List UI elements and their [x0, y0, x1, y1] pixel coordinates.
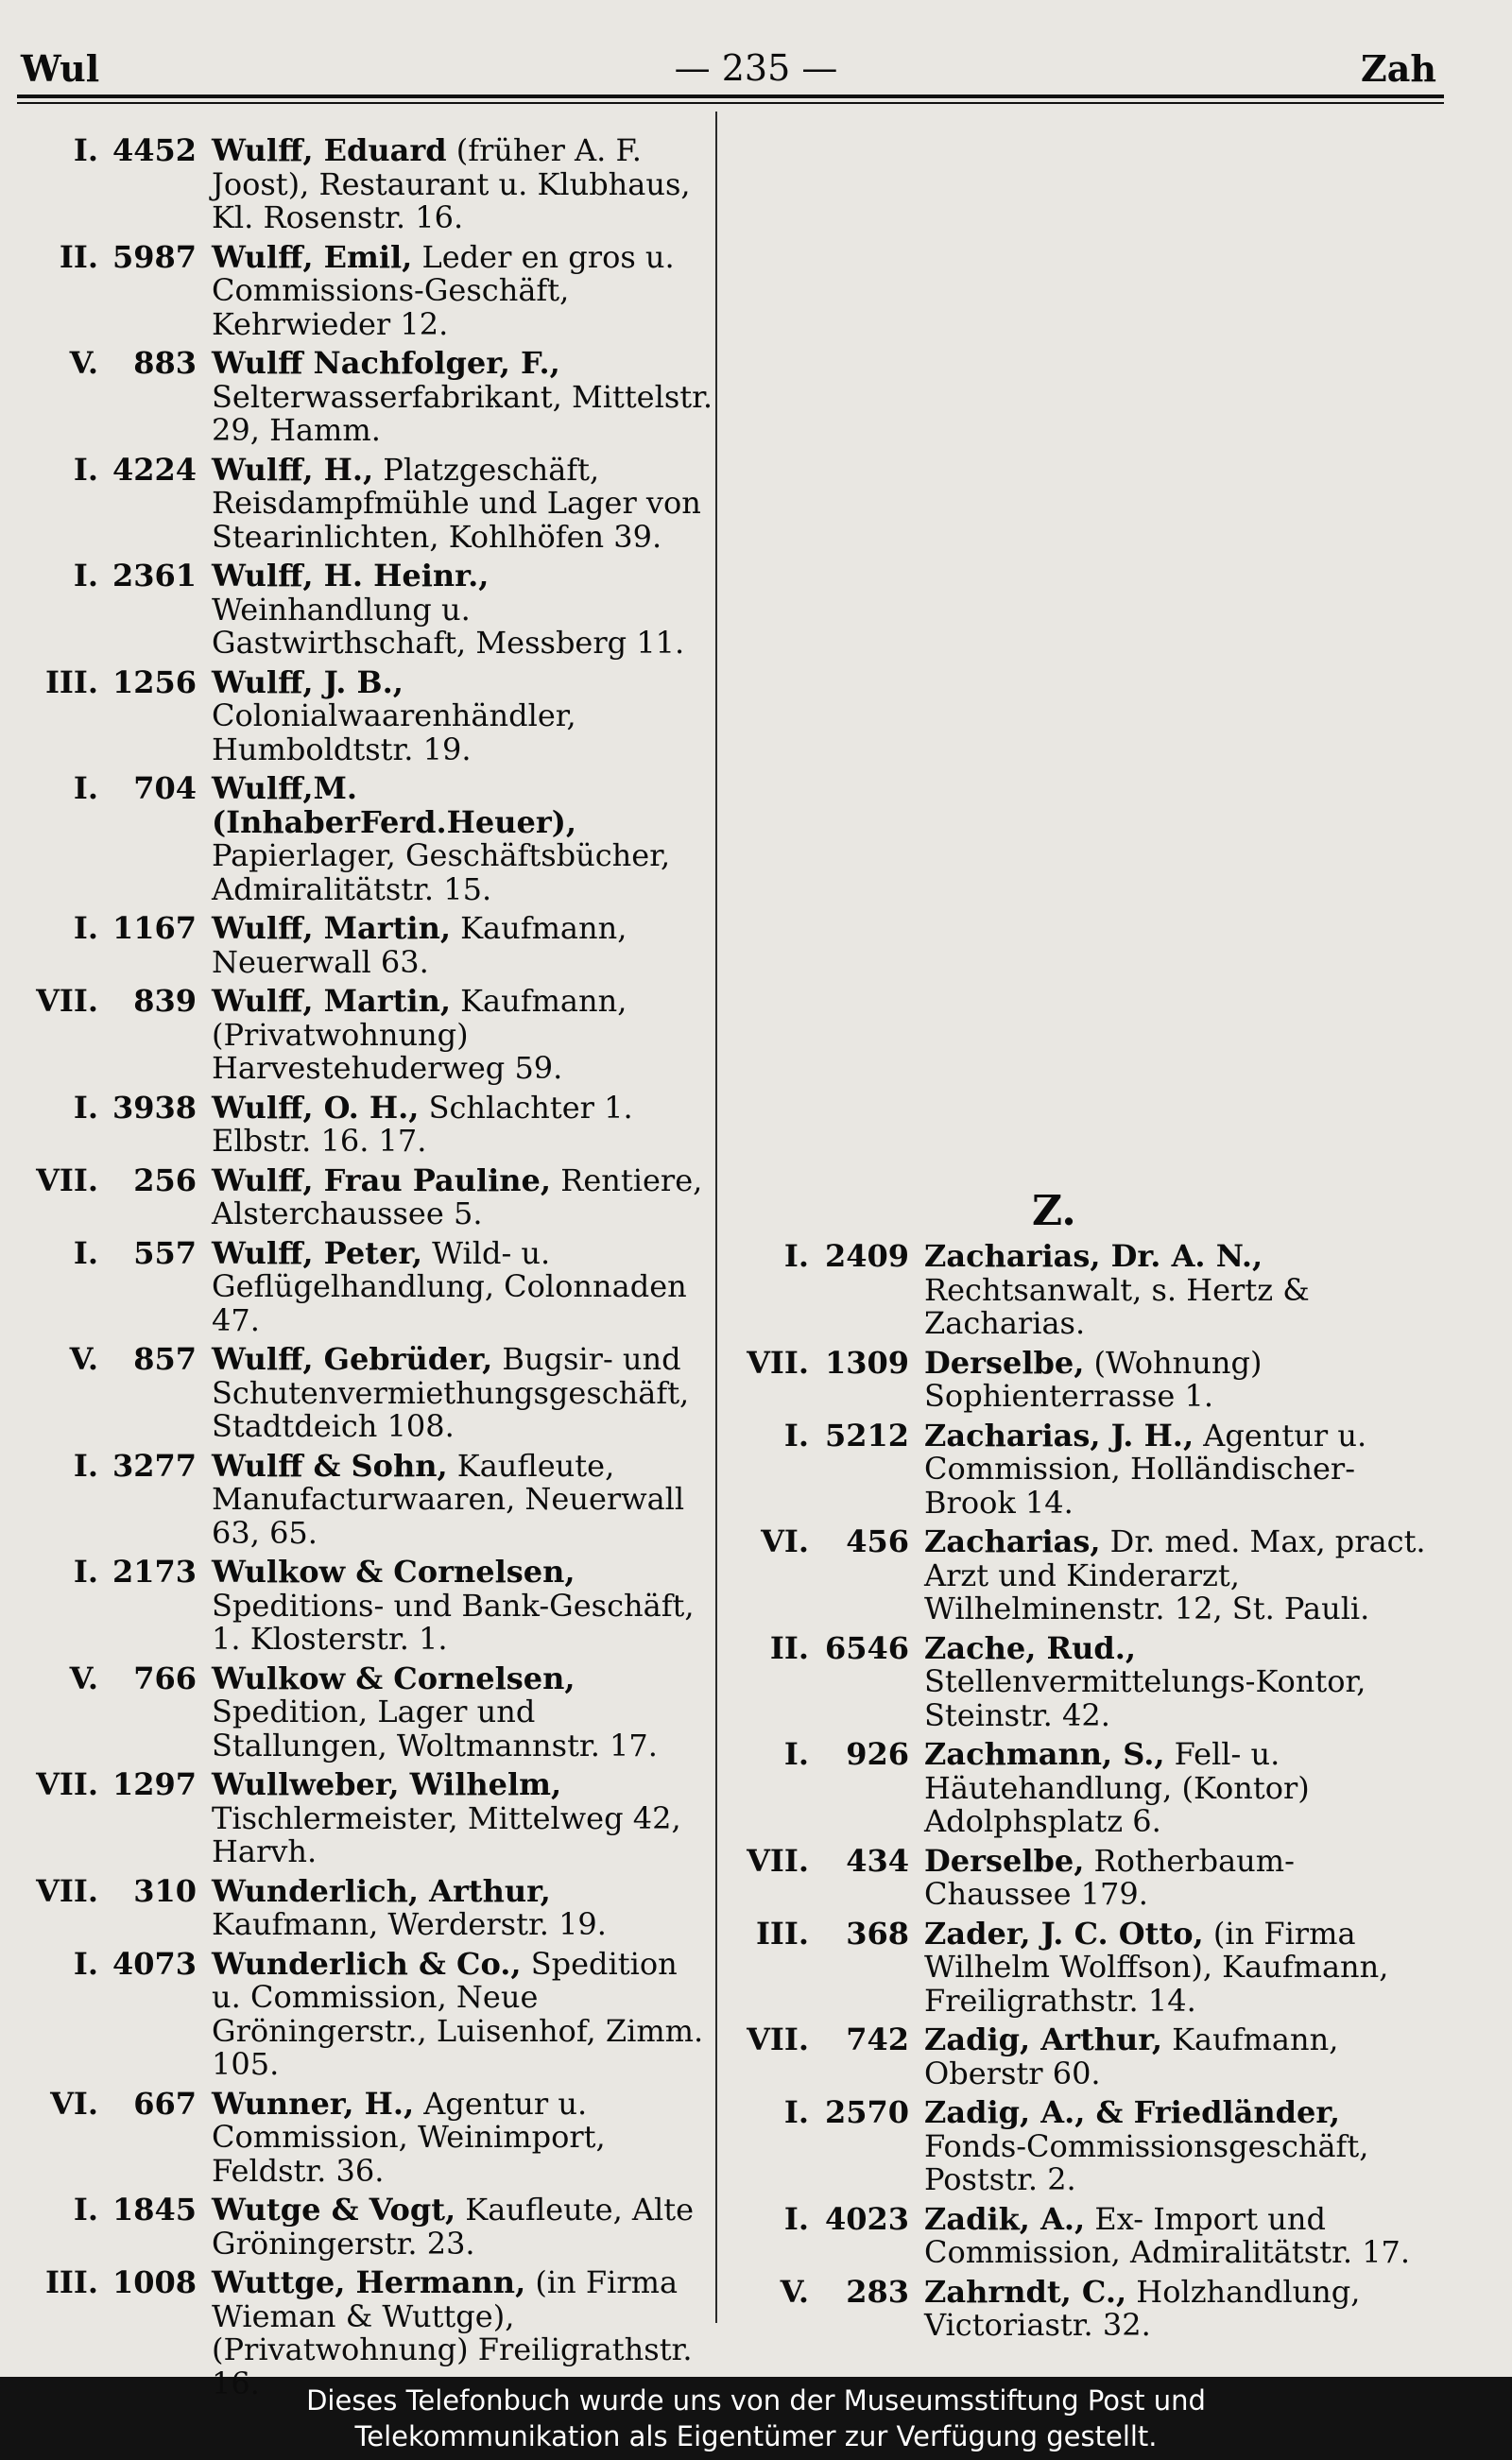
subscriber-details: Rentiere, Alsterchaussee 5.	[212, 1161, 703, 1231]
subscriber-details: Platzgeschäft, Reisdampfmühle und Lager von Stearinlichten, Kohlhöfen 39.	[212, 451, 701, 555]
subscriber-name: Wulkow & Cornelsen,	[212, 1660, 576, 1696]
directory-entry	[722, 1419, 1429, 1521]
subscriber-details: Spedition, Lager und Stallungen, Woltmannstr. 17.	[212, 1694, 658, 1763]
subscriber-name: Wulff, J. B.,	[212, 663, 404, 700]
exchange-volume: I.	[783, 1417, 809, 1454]
line-number: 1845	[112, 2192, 197, 2228]
phone-number	[13, 1447, 202, 1484]
phone-number	[722, 1629, 915, 1666]
directory-entry	[722, 2200, 1429, 2270]
line-number: 310	[133, 1872, 197, 1909]
phone-number	[722, 1419, 915, 1454]
phone-number	[13, 1234, 202, 1271]
subscriber-details: Schlachter 1. Elbstr. 16. 17.	[212, 1089, 633, 1159]
line-number: 2361	[112, 558, 197, 593]
exchange-volume: I.	[73, 1234, 98, 1271]
phone-number	[722, 1525, 915, 1559]
line-number: 883	[133, 345, 197, 381]
phone-number	[13, 2193, 202, 2228]
subscriber-details: Kaufmann, Neuerwall 63.	[212, 910, 627, 980]
exchange-volume: V.	[69, 1660, 98, 1696]
line-number: 5987	[112, 238, 197, 275]
directory-entry	[722, 2273, 1429, 2343]
subscriber-name: Zadig, A., & Friedländer,	[924, 2094, 1341, 2130]
subscriber-details: Kaufmann, Werderstr. 19.	[212, 1906, 607, 1942]
line-number: 4224	[112, 451, 197, 488]
line-number: 4023	[824, 2200, 909, 2237]
exchange-volume: I.	[73, 558, 98, 593]
exchange-volume: I.	[73, 1447, 98, 1484]
exchange-volume: I.	[73, 132, 98, 168]
subscriber-name: Wunderlich & Co.,	[212, 1945, 522, 1982]
exchange-volume: I.	[783, 2094, 809, 2130]
subscriber-name: Zacharias, Dr. A. N.,	[924, 1238, 1263, 1274]
subscriber-name: Wutge & Vogt,	[212, 2192, 456, 2228]
directory-entry	[13, 559, 714, 661]
phone-number	[722, 1842, 915, 1879]
directory-entry	[13, 912, 714, 979]
subscriber-details: Colonialwaarenhändler, Humboldtstr. 19.	[212, 697, 576, 767]
phone-number	[722, 2096, 915, 2130]
exchange-volume: I.	[783, 2200, 809, 2237]
subscriber-details: (Wohnung) Sophienterrasse 1.	[924, 1344, 1263, 1414]
phone-number	[13, 1768, 202, 1802]
line-number: 6546	[824, 1629, 909, 1666]
subscriber-name: Wulff, Emil,	[212, 238, 413, 275]
line-number: 256	[133, 1161, 197, 1198]
line-number: 2409	[824, 1238, 909, 1274]
directory-entry	[13, 985, 714, 1086]
directory-entry	[722, 1525, 1429, 1626]
phone-number	[13, 2085, 202, 2122]
subscriber-details: Fonds-Commissionsgeschäft, Poststr. 2.	[924, 2127, 1369, 2197]
phone-number	[722, 2023, 915, 2057]
phone-number	[13, 663, 202, 700]
subscriber-name: Zadik, A.,	[924, 2200, 1086, 2237]
directory-entry	[722, 1738, 1429, 1839]
subscriber-name: Zahrndt, C.,	[924, 2273, 1127, 2310]
line-number: 3277	[112, 1447, 197, 1484]
exchange-volume: I.	[73, 1554, 98, 1590]
line-number: 2570	[824, 2094, 909, 2130]
subscriber-name: Zacharias, J. H.,	[924, 1417, 1194, 1454]
subscriber-name: Wullweber, Wilhelm,	[212, 1766, 562, 1802]
subscriber-name: Zachmann, S.,	[924, 1736, 1165, 1772]
subscriber-details: Spedition u. Commission, Neue Gröningerstr., Luisenhof, Zimm. 105.	[212, 1945, 704, 2082]
left-column	[13, 134, 714, 2406]
exchange-volume: VII.	[747, 1344, 809, 1381]
subscriber-name: Wulff & Sohn,	[212, 1447, 448, 1484]
directory-entry	[13, 772, 714, 906]
page-header-right: Zah	[1361, 47, 1436, 90]
phone-number	[13, 772, 202, 806]
phone-number	[722, 1738, 915, 1772]
exchange-volume: I.	[783, 1736, 809, 1772]
directory-entry	[13, 1945, 714, 2082]
subscriber-name: Wulff,M.(InhaberFerd.Heuer),	[212, 770, 577, 840]
exchange-volume: I.	[73, 2192, 98, 2228]
line-number: 434	[846, 1842, 909, 1879]
line-number: 4073	[112, 1945, 197, 1982]
directory-entry	[13, 2085, 714, 2189]
phone-number	[722, 2273, 915, 2310]
subscriber-name: Wulff, H.,	[212, 451, 374, 488]
phone-number	[13, 1872, 202, 1909]
line-number: 5212	[824, 1417, 909, 1454]
directory-entry	[722, 1842, 1429, 1912]
line-number: 456	[846, 1523, 909, 1559]
exchange-volume: I.	[73, 1945, 98, 1982]
directory-entry	[13, 1872, 714, 1942]
line-number: 1008	[112, 2264, 197, 2300]
subscriber-name: Wulkow & Cornelsen,	[212, 1554, 576, 1590]
directory-entry	[722, 1344, 1429, 1414]
header-rule-thin	[17, 102, 1444, 104]
directory-entry	[722, 1240, 1429, 1341]
directory-entry	[13, 1556, 714, 1657]
subscriber-details: Papierlager, Geschäftsbücher, Admiralitätstr. 15.	[212, 837, 671, 907]
subscriber-details: Holzhandlung, Victoriastr. 32.	[924, 2273, 1361, 2343]
directory-entry	[13, 1234, 714, 1338]
subscriber-name: Wulff, Gebrüder,	[212, 1341, 493, 1377]
exchange-volume: II.	[59, 238, 98, 275]
subscriber-name: Derselbe,	[924, 1842, 1085, 1879]
phone-number	[13, 1089, 202, 1126]
subscriber-details: Agentur u. Commission, Holländischer-Brook 14.	[924, 1417, 1367, 1521]
subscriber-name: Wunner, H.,	[212, 2085, 415, 2122]
phone-number	[13, 1161, 202, 1198]
subscriber-name: Derselbe,	[924, 1344, 1085, 1381]
directory-entry	[13, 1768, 714, 1869]
subscriber-name: Wulff, O. H.,	[212, 1089, 420, 1126]
directory-entry	[13, 347, 714, 448]
directory-entry	[13, 1089, 714, 1159]
footer-line-1: Dieses Telefonbuch wurde uns von der Museumsstiftung Post und	[306, 2384, 1206, 2417]
page-header-left: Wul	[21, 47, 100, 90]
phone-number	[13, 451, 202, 488]
phone-number	[13, 1662, 202, 1696]
exchange-volume: III.	[44, 663, 98, 700]
line-number: 2173	[112, 1554, 197, 1590]
directory-entry	[13, 451, 714, 555]
exchange-volume: VII.	[747, 2021, 809, 2057]
subscriber-name: Wulff, H. Heinr.,	[212, 558, 490, 593]
line-number: 926	[846, 1736, 909, 1772]
exchange-volume: I.	[73, 1089, 98, 1126]
exchange-volume: VII.	[747, 1842, 809, 1879]
right-column	[722, 1240, 1429, 2348]
subscriber-details: Fell- u. Häutehandlung, (Kontor) Adolphsplatz 6.	[924, 1736, 1310, 1839]
phone-number	[13, 1945, 202, 1982]
phone-number	[13, 238, 202, 275]
exchange-volume: III.	[44, 2264, 98, 2300]
directory-entry	[722, 2023, 1429, 2090]
exchange-volume: I.	[73, 770, 98, 806]
line-number: 1309	[824, 1344, 909, 1381]
directory-entry	[722, 2096, 1429, 2197]
subscriber-name: Zacharias,	[924, 1523, 1101, 1559]
directory-entry	[722, 1629, 1429, 1733]
line-number: 1297	[112, 1766, 197, 1802]
footer-notice	[0, 2377, 1512, 2460]
subscriber-details: Ex- Import und Commission, Admiralitätstr. 17.	[924, 2200, 1411, 2270]
line-number: 3938	[112, 1089, 197, 1126]
phone-number	[13, 985, 202, 1019]
exchange-volume: I.	[783, 1238, 809, 1274]
line-number: 857	[133, 1341, 197, 1377]
subscriber-details: Tischlermeister, Mittelweg 42, Harvh.	[212, 1799, 681, 1869]
subscriber-details: Kaufmann, Oberstr 60.	[924, 2021, 1339, 2091]
directory-entry	[13, 663, 714, 767]
subscriber-details: Dr. med. Max, pract. Arzt und Kinderarzt, Wilhelminenstr. 12, St. Pauli.	[924, 1523, 1426, 1626]
section-letter: Z.	[1032, 1187, 1076, 1235]
exchange-volume: VII.	[36, 1161, 98, 1198]
subscriber-name: Wunderlich, Arthur,	[212, 1872, 551, 1909]
subscriber-name: Wulff, Martin,	[212, 983, 451, 1019]
subscriber-details: (früher A. F. Joost), Restaurant u. Klubhaus, Kl. Rosenstr. 16.	[212, 132, 691, 235]
exchange-volume: V.	[69, 1341, 98, 1377]
subscriber-details: Bugsir- und Schutenvermiethungsgeschäft, Stadtdeich 108.	[212, 1341, 690, 1444]
page-number: — 235 —	[674, 47, 838, 89]
phone-number	[722, 1240, 915, 1274]
exchange-volume: VII.	[36, 1872, 98, 1909]
subscriber-name: Zache, Rud.,	[924, 1629, 1136, 1666]
exchange-volume: VII.	[36, 983, 98, 1019]
phone-number	[13, 912, 202, 946]
subscriber-details: (in Firma Wilhelm Wolffson), Kaufmann, Freiligrathstr. 14.	[924, 1915, 1389, 2019]
directory-entry	[13, 1662, 714, 1763]
exchange-volume: V.	[780, 2273, 809, 2310]
directory-entry	[13, 1161, 714, 1231]
directory-entry	[13, 1447, 714, 1551]
phone-number	[13, 2266, 202, 2300]
phone-number	[722, 1344, 915, 1381]
line-number: 667	[133, 2085, 197, 2122]
phone-number	[13, 1556, 202, 1590]
directory-entry	[13, 134, 714, 235]
subscriber-name: Wulff, Martin,	[212, 910, 451, 946]
subscriber-details: Kaufleute, Manufacturwaaren, Neuerwall 63, 65.	[212, 1447, 685, 1551]
exchange-volume: VI.	[761, 1523, 809, 1559]
line-number: 368	[846, 1915, 909, 1952]
exchange-volume: VI.	[50, 2085, 98, 2122]
phone-number	[13, 1343, 202, 1377]
phone-number	[722, 1915, 915, 1952]
subscriber-details: Rechtsanwalt, s. Hertz & Zacharias.	[924, 1271, 1310, 1341]
subscriber-details: Kaufmann, (Privatwohnung) Harvestehuderweg 59.	[212, 983, 627, 1086]
subscriber-details: Rotherbaum-Chaussee 179.	[924, 1842, 1295, 1912]
line-number: 742	[846, 2021, 909, 2057]
subscriber-name: Zadig, Arthur,	[924, 2021, 1162, 2057]
directory-entry	[722, 1915, 1429, 2019]
line-number: 283	[846, 2273, 909, 2310]
line-number: 704	[133, 770, 197, 806]
footer-line-2: Telekommunikation als Eigentümer zur Verfügung gestellt.	[354, 2420, 1158, 2452]
subscriber-details: Leder en gros u. Commissions-Geschäft, Kehrwieder 12.	[212, 238, 675, 342]
line-number: 766	[133, 1660, 197, 1696]
subscriber-details: (in Firma Wieman & Wuttge), (Privatwohnung) Freiligrathstr. 16.	[212, 2264, 693, 2401]
subscriber-details: Weinhandlung u. Gastwirthschaft, Messberg 11.	[212, 591, 685, 661]
column-divider	[715, 112, 717, 2323]
directory-entry	[13, 238, 714, 342]
subscriber-name: Wulff Nachfolger, F.,	[212, 345, 560, 381]
directory-entry	[13, 1343, 714, 1444]
exchange-volume: VII.	[36, 1766, 98, 1802]
phone-number	[13, 347, 202, 381]
subscriber-details: Kaufleute, Alte Gröningerstr. 23.	[212, 2192, 695, 2262]
subscriber-name: Wulff, Peter,	[212, 1234, 422, 1271]
phone-number	[13, 134, 202, 168]
header-rule	[17, 95, 1444, 98]
subscriber-name: Wuttge, Hermann,	[212, 2264, 526, 2300]
line-number: 1167	[112, 910, 197, 946]
phone-number	[722, 2200, 915, 2237]
subscriber-details: Speditions- und Bank-Geschäft, 1. Klosterstr. 1.	[212, 1587, 695, 1657]
line-number: 4452	[112, 132, 197, 168]
exchange-volume: I.	[73, 451, 98, 488]
line-number: 557	[133, 1234, 197, 1271]
exchange-volume: I.	[73, 910, 98, 946]
phone-number	[13, 559, 202, 593]
exchange-volume: II.	[769, 1629, 809, 1666]
subscriber-details: Agentur u. Commission, Weinimport, Feldstr. 36.	[212, 2085, 606, 2189]
subscriber-name: Wulff, Frau Pauline,	[212, 1161, 552, 1198]
directory-entry	[13, 2193, 714, 2261]
subscriber-details: Wild- u. Geflügelhandlung, Colonnaden 47.	[212, 1234, 687, 1338]
subscriber-details: Selterwasserfabrikant, Mittelstr. 29, Hamm.	[212, 378, 713, 448]
subscriber-name: Zader, J. C. Otto,	[924, 1915, 1204, 1952]
line-number: 1256	[112, 663, 197, 700]
subscriber-name: Wulff, Eduard	[212, 132, 447, 168]
line-number: 839	[133, 983, 197, 1019]
exchange-volume: V.	[69, 345, 98, 381]
exchange-volume: III.	[755, 1915, 809, 1952]
subscriber-details: Stellenvermittelungs-Kontor, Steinstr. 42.	[924, 1663, 1366, 1733]
